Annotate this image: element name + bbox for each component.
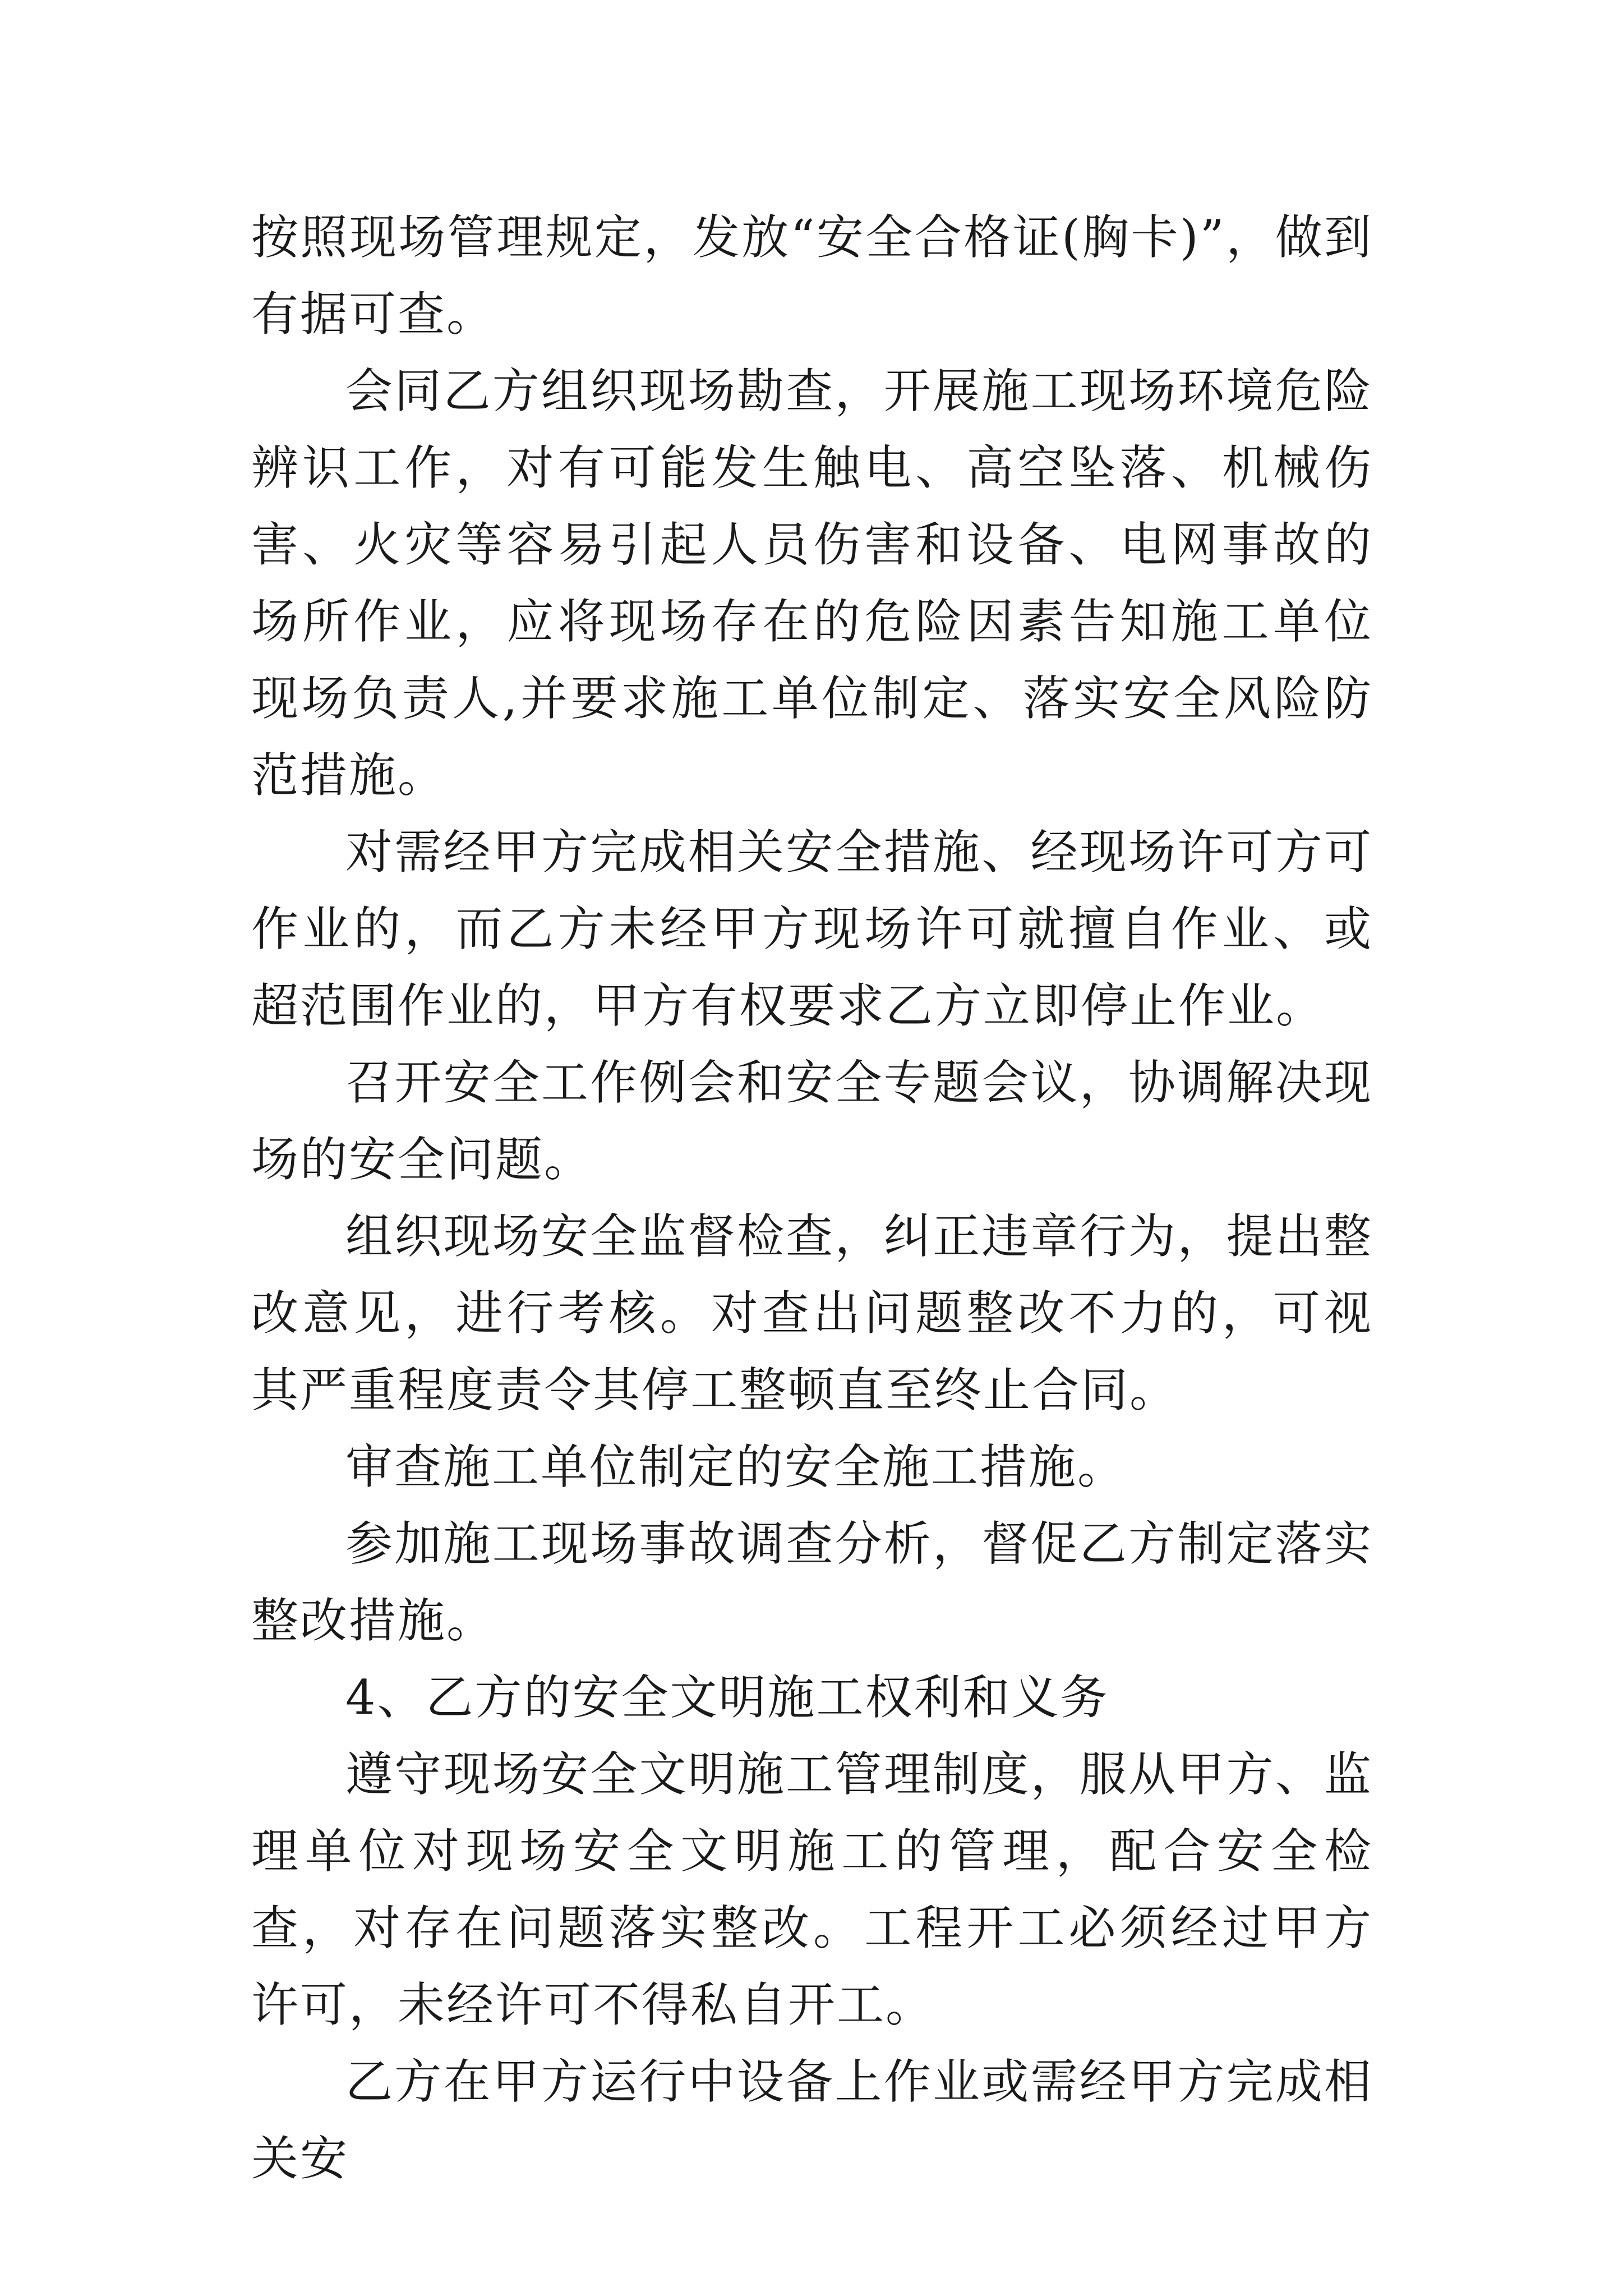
paragraph-1: 按照现场管理规定，发放“安全合格证(胸卡)”，做到有据可查。 — [251, 210, 1373, 342]
section-heading: 4、乙方的安全文明施工权利和义务 — [345, 1670, 1109, 1725]
document-body — [251, 199, 1373, 2197]
paragraph-3: 对需经甲方完成相关安全措施、经现场许可方可作业的，而乙方未经甲方现场许可就擅自作业、或超范围作业的，甲方有权要求乙方立即停止作业。 — [251, 825, 1373, 1033]
paragraph-6: 审查施工单位制定的安全施工措施。 — [345, 1439, 1127, 1494]
paragraph-2: 会同乙方组织现场勘查，开展施工现场环境危险辨识工作，对有可能发生触电、高空坠落、机械伤害、火灾等容易引起人员伤害和设备、电网事故的场所作业，应将现场存在的危险因素告知施工单位现场负责人,并要求施工单位制定、落实安全风险防范措施。 — [251, 364, 1373, 803]
paragraph-7: 参加施工现场事故调查分析，督促乙方制定落实整改措施。 — [251, 1516, 1373, 1648]
paragraph-10: 乙方在甲方运行中设备上作业或需经甲方完成相关安 — [251, 2054, 1373, 2186]
paragraph-9: 遵守现场安全文明施工管理制度，服从甲方、监理单位对现场安全文明施工的管理，配合安全检查，对存在问题落实整改。工程开工必须经过甲方许可，未经许可不得私自开工。 — [251, 1747, 1373, 2032]
paragraph-5: 组织现场安全监督检查，纠正违章行为，提出整改意见，进行考核。对查出问题整改不力的，可视其严重程度责令其停工整顿直至终止合同。 — [251, 1209, 1373, 1418]
paragraph-4: 召开安全工作例会和安全专题会议，协调解决现场的安全问题。 — [251, 1055, 1373, 1187]
